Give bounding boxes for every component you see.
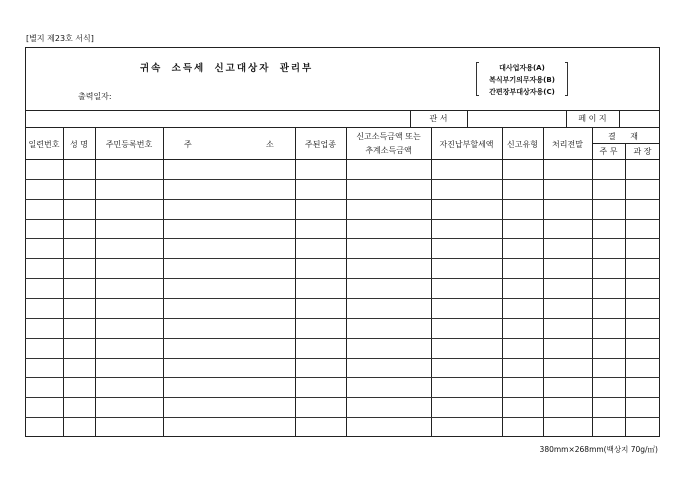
page-label: 페 이 지 bbox=[578, 114, 607, 123]
table-row-rule bbox=[25, 358, 660, 359]
table-row-rule bbox=[25, 417, 660, 418]
table-row-rule bbox=[25, 258, 660, 259]
table-row-rule bbox=[25, 219, 660, 220]
table-row-rule bbox=[25, 397, 660, 398]
header-result: 처리전말 bbox=[552, 140, 583, 149]
table-row-rule bbox=[25, 278, 660, 279]
header-income-line2: 추계소득금액 bbox=[365, 146, 412, 155]
table-row-rule bbox=[25, 298, 660, 299]
form-title: 귀속 소득세 신고대상자 관리부 bbox=[140, 63, 314, 74]
paper-spec: 380mm×268mm(백상지 70g/㎡) bbox=[539, 445, 658, 454]
header-chief: 과 장 bbox=[633, 147, 652, 156]
table-row-rule bbox=[25, 318, 660, 319]
form-frame bbox=[25, 47, 660, 437]
header-officer: 주 무 bbox=[599, 147, 618, 156]
header-address-1: 주 bbox=[184, 140, 192, 149]
table-row-rule bbox=[25, 238, 660, 239]
purpose-c: 간편장부대상자용(C) bbox=[489, 88, 555, 96]
office-row-top-rule bbox=[25, 110, 660, 111]
form-number-label: [별지 제23호 서식] bbox=[26, 34, 94, 43]
table-row-rule bbox=[25, 338, 660, 339]
header-name: 성 명 bbox=[70, 140, 88, 149]
header-income-line1: 신고소득금액 또는 bbox=[356, 132, 421, 141]
purpose-b: 복식부기의무자용(B) bbox=[489, 76, 555, 84]
table-row-rule bbox=[25, 179, 660, 180]
header-approval: 결 재 bbox=[608, 132, 644, 141]
header-main-business: 주된업종 bbox=[305, 140, 336, 149]
office-label: 관 서 bbox=[429, 114, 448, 123]
purpose-a: 대사업자용(A) bbox=[499, 64, 545, 72]
header-address-2: 소 bbox=[266, 140, 274, 149]
header-serial: 일련번호 bbox=[28, 140, 60, 149]
table-row-rule bbox=[25, 199, 660, 200]
header-self-payment: 자진납부할세액 bbox=[439, 140, 494, 149]
output-date-label: 출력일자: bbox=[78, 92, 112, 101]
purpose-bracket bbox=[476, 60, 568, 98]
header-resident-no: 주민등록번호 bbox=[105, 140, 153, 149]
table-row-rule bbox=[25, 377, 660, 378]
header-report-type: 신고유형 bbox=[507, 140, 538, 149]
